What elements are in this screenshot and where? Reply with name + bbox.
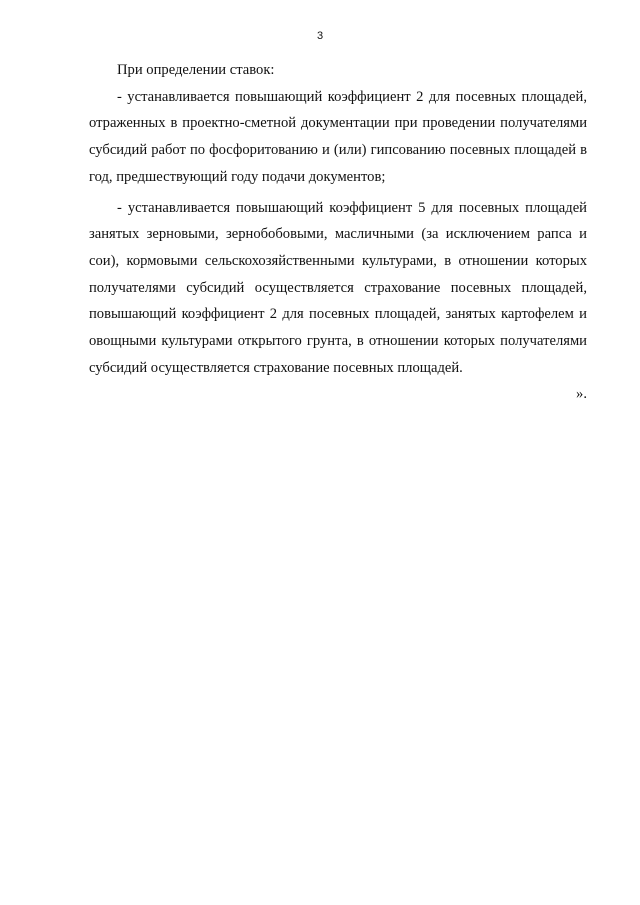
page-number: 3	[316, 30, 324, 42]
closing-quote: ».	[576, 386, 587, 403]
intro-paragraph: При определении ставок:	[117, 62, 275, 78]
document-body	[89, 57, 587, 408]
coefficient-paragraph-2: - устанавливается повышающий коэффициент 5 для посевных площадей занятых зерновыми, зернобобовыми, масличными (за исключением рапса и сои), кормовыми сельскохозяйственными культурами, в отношении которых получателями субсидий осуществляется страхование посевных площадей, повышающий коэффициент 2 для посевных площадей, занятых картофелем и овощными культурами открытого грунта, в отношении которых получателями субсидий осуществляется страхование посевных площадей.	[89, 199, 587, 376]
coefficient-paragraph-1: - устанавливается повышающий коэффициент 2 для посевных площадей, отраженных в проектно-сметной документации при проведении получателями субсидий работ по фосфоритованию и (или) гипсованию посевных площадей в год, предшествующий году подачи документов;	[89, 88, 587, 185]
